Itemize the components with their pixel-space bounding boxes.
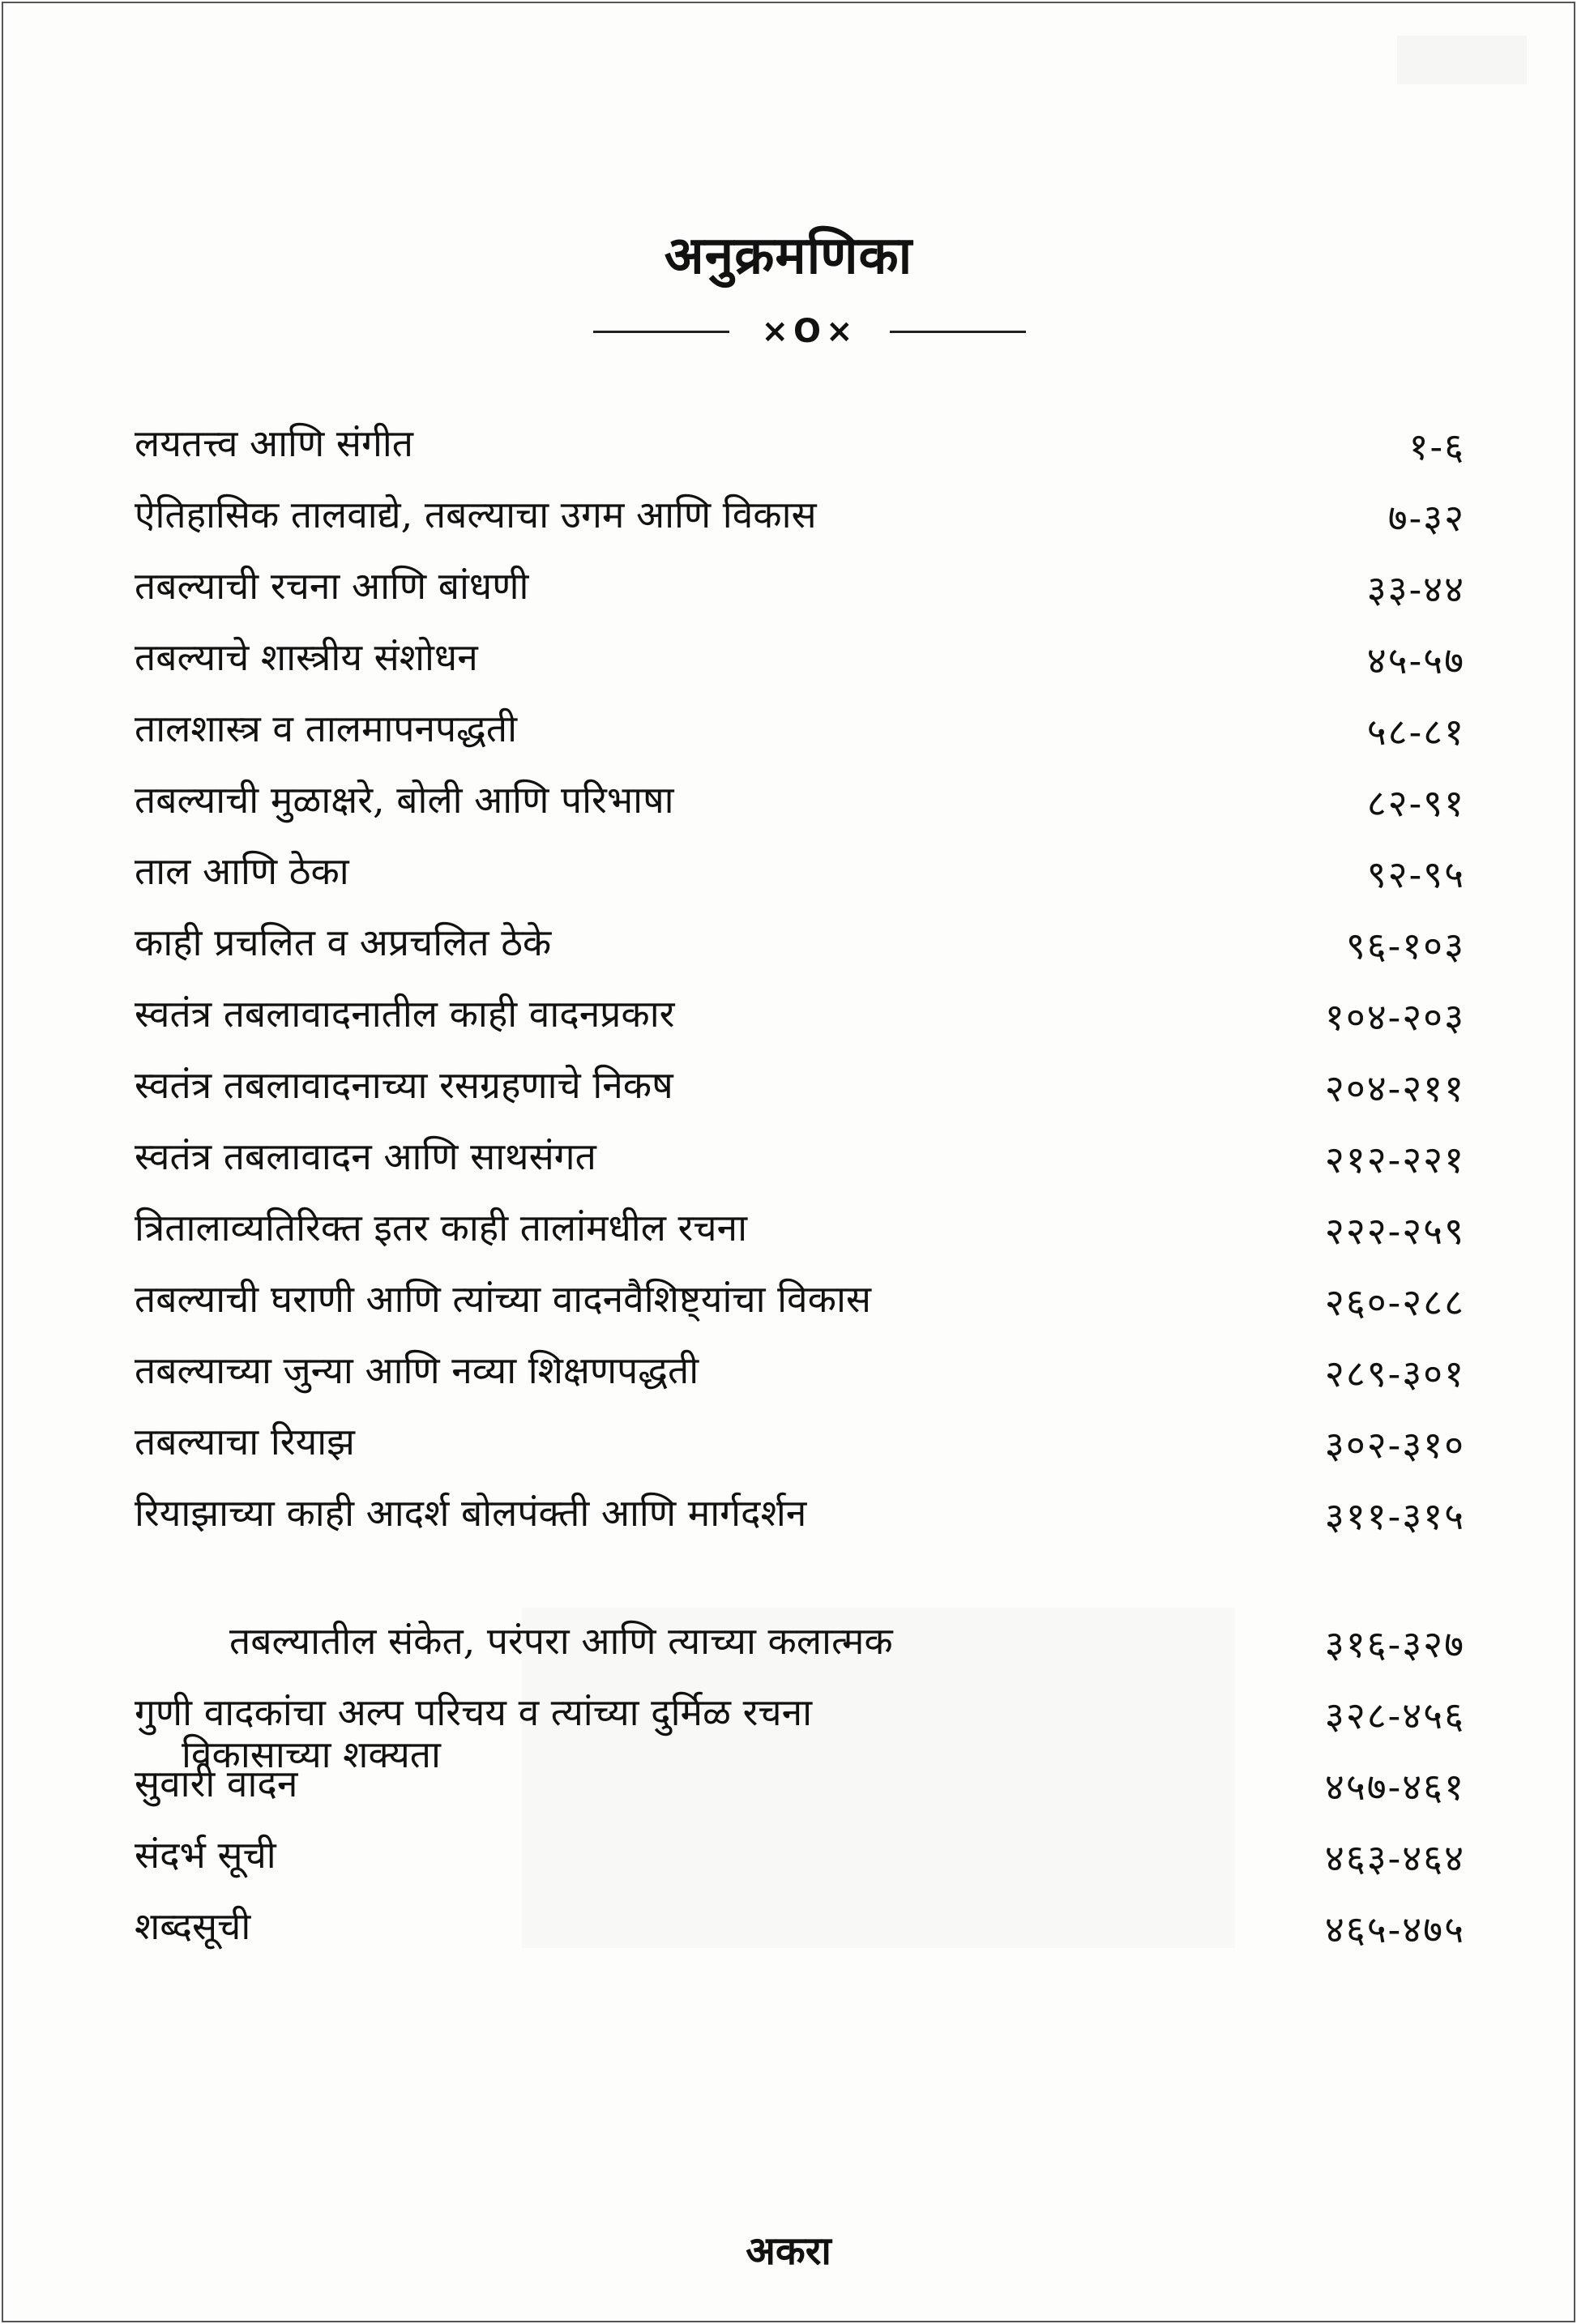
- divider-rule-right: [890, 331, 1026, 333]
- toc-entry: [135, 558, 1465, 629]
- divider-ornament: ×O×: [761, 313, 858, 350]
- toc-entry-title: लयतत्त्व आणि संगीत: [135, 421, 413, 465]
- toc-entry-pages: १०४-२०३: [1324, 995, 1465, 1039]
- toc-entry-pages: ४५-५७: [1366, 639, 1465, 682]
- toc-entry-title: तबल्याची रचना आणि बांधणी: [135, 564, 529, 608]
- toc-entry-title: काही प्रचलित व अप्रचलित ठेके: [135, 921, 552, 964]
- toc-entry: [135, 700, 1465, 771]
- toc-entry: [135, 1485, 1465, 1556]
- toc-entry-pages: ९२-९५: [1366, 852, 1465, 896]
- title-divider: [593, 315, 1026, 348]
- toc-entry-pages: २०४-२११: [1324, 1066, 1465, 1110]
- toc-entry-pages: ३१६-३२७: [1324, 1622, 1465, 1666]
- toc-entry-pages: २६०-२८८: [1324, 1280, 1465, 1324]
- toc-entry-title: ऐतिहासिक तालवाद्ये, तबल्याचा उगम आणि विकास: [135, 493, 817, 536]
- toc-entry-pages: १-६: [1408, 425, 1465, 468]
- toc-entry-pages: २२२-२५९: [1324, 1209, 1465, 1253]
- toc-entry-pages: ३२८-४५६: [1324, 1694, 1465, 1737]
- toc-entry-pages: ४६३-४६४: [1324, 1836, 1465, 1880]
- toc-entry-pages: ३३-४४: [1366, 567, 1465, 611]
- toc-entry: [135, 1128, 1465, 1199]
- page-title: अनुक्रमणिका: [664, 224, 913, 286]
- toc-entry: [135, 1057, 1465, 1128]
- toc-entry-pages: ३०२-३१०: [1324, 1423, 1465, 1467]
- toc-entry-title: तबल्याची घराणी आणि त्यांच्या वादनवैशिष्ट्यांचा विकास: [135, 1277, 871, 1321]
- toc-entry-pages: ८२-९१: [1366, 781, 1465, 825]
- toc-entry-title: संदर्भ सूची: [135, 1833, 276, 1877]
- toc-entry: [135, 415, 1465, 486]
- toc-entry: [135, 1199, 1465, 1271]
- toc-entry-title: त्रितालाव्यतिरिक्त इतर काही तालांमधील रचना: [135, 1206, 747, 1250]
- toc-entry-title: तबल्याचे शास्त्रीय संशोधन: [135, 635, 478, 679]
- toc-entry-pages: ४६५-४७५: [1324, 1907, 1465, 1951]
- toc-entry-title-line2: विकासाच्या शक्यता: [182, 1732, 441, 1776]
- toc-entry: [135, 914, 1465, 985]
- toc-entry-pages: ७-३२: [1387, 496, 1465, 540]
- toc-entry-title: तबल्याचा रियाझ: [135, 1420, 355, 1463]
- page-footer-number: अकरा: [746, 2228, 831, 2274]
- toc-entry: [135, 1826, 1465, 1898]
- toc-entry-title: स्वतंत्र तबलावादनाच्या रसग्रहणाचे निकष: [135, 1063, 673, 1107]
- toc-entry-title: शब्दसूची: [135, 1904, 251, 1948]
- page: [2, 2, 1575, 2322]
- toc-entry-title: स्वतंत्र तबलावादनातील काही वादनप्रकार: [135, 992, 675, 1036]
- toc-entry-title-line1: तबल्यातील संकेत, परंपरा आणि त्याच्या कलात्मक: [229, 1619, 893, 1663]
- toc-entry-title: स्वतंत्र तबलावादन आणि साथसंगत: [135, 1134, 596, 1178]
- toc-entry: [135, 843, 1465, 914]
- toc-entry-pages: ३११-३१५: [1324, 1494, 1465, 1538]
- toc-entry: [135, 486, 1465, 558]
- toc-entry: [135, 1898, 1465, 1969]
- toc-entry: [135, 985, 1465, 1057]
- toc-entry: [135, 1684, 1465, 1755]
- toc-entry-title: सुवारी वादन: [135, 1762, 298, 1805]
- toc-entry-title: तालशास्त्र व तालमापनपद्धती: [135, 707, 518, 750]
- show-through-shading: [1397, 36, 1527, 84]
- toc-entry: [135, 1342, 1465, 1413]
- toc-entry: [135, 1271, 1465, 1342]
- toc-entry-pages: ५८-८१: [1366, 710, 1465, 754]
- toc-entry-title: तबल्याची मुळाक्षरे, बोली आणि परिभाषा: [135, 778, 674, 822]
- toc-entry-title: रियाझाच्या काही आदर्श बोलपंक्ती आणि मार्गदर्शन: [135, 1491, 807, 1535]
- toc-entry: [135, 629, 1465, 700]
- divider-rule-left: [593, 331, 729, 333]
- toc-entry-title: तबल्याच्या जुन्या आणि नव्या शिक्षणपद्धती: [135, 1348, 699, 1392]
- toc-entry-pages: २८९-३०१: [1324, 1352, 1465, 1395]
- toc-entry-pages: ४५७-४६१: [1324, 1765, 1465, 1809]
- toc-entry: [135, 1755, 1465, 1826]
- toc-entry-pages: २१२-२२१: [1324, 1138, 1465, 1181]
- toc-entry-title: ताल आणि ठेका: [135, 849, 349, 893]
- toc-entry: [135, 1413, 1465, 1485]
- toc-entry: [135, 771, 1465, 843]
- table-of-contents: [135, 415, 1465, 1969]
- toc-entry-title: गुणी वादकांचा अल्प परिचय व त्यांच्या दुर्मिळ रचना: [135, 1690, 813, 1734]
- toc-entry-pages: ९६-१०३: [1345, 924, 1465, 968]
